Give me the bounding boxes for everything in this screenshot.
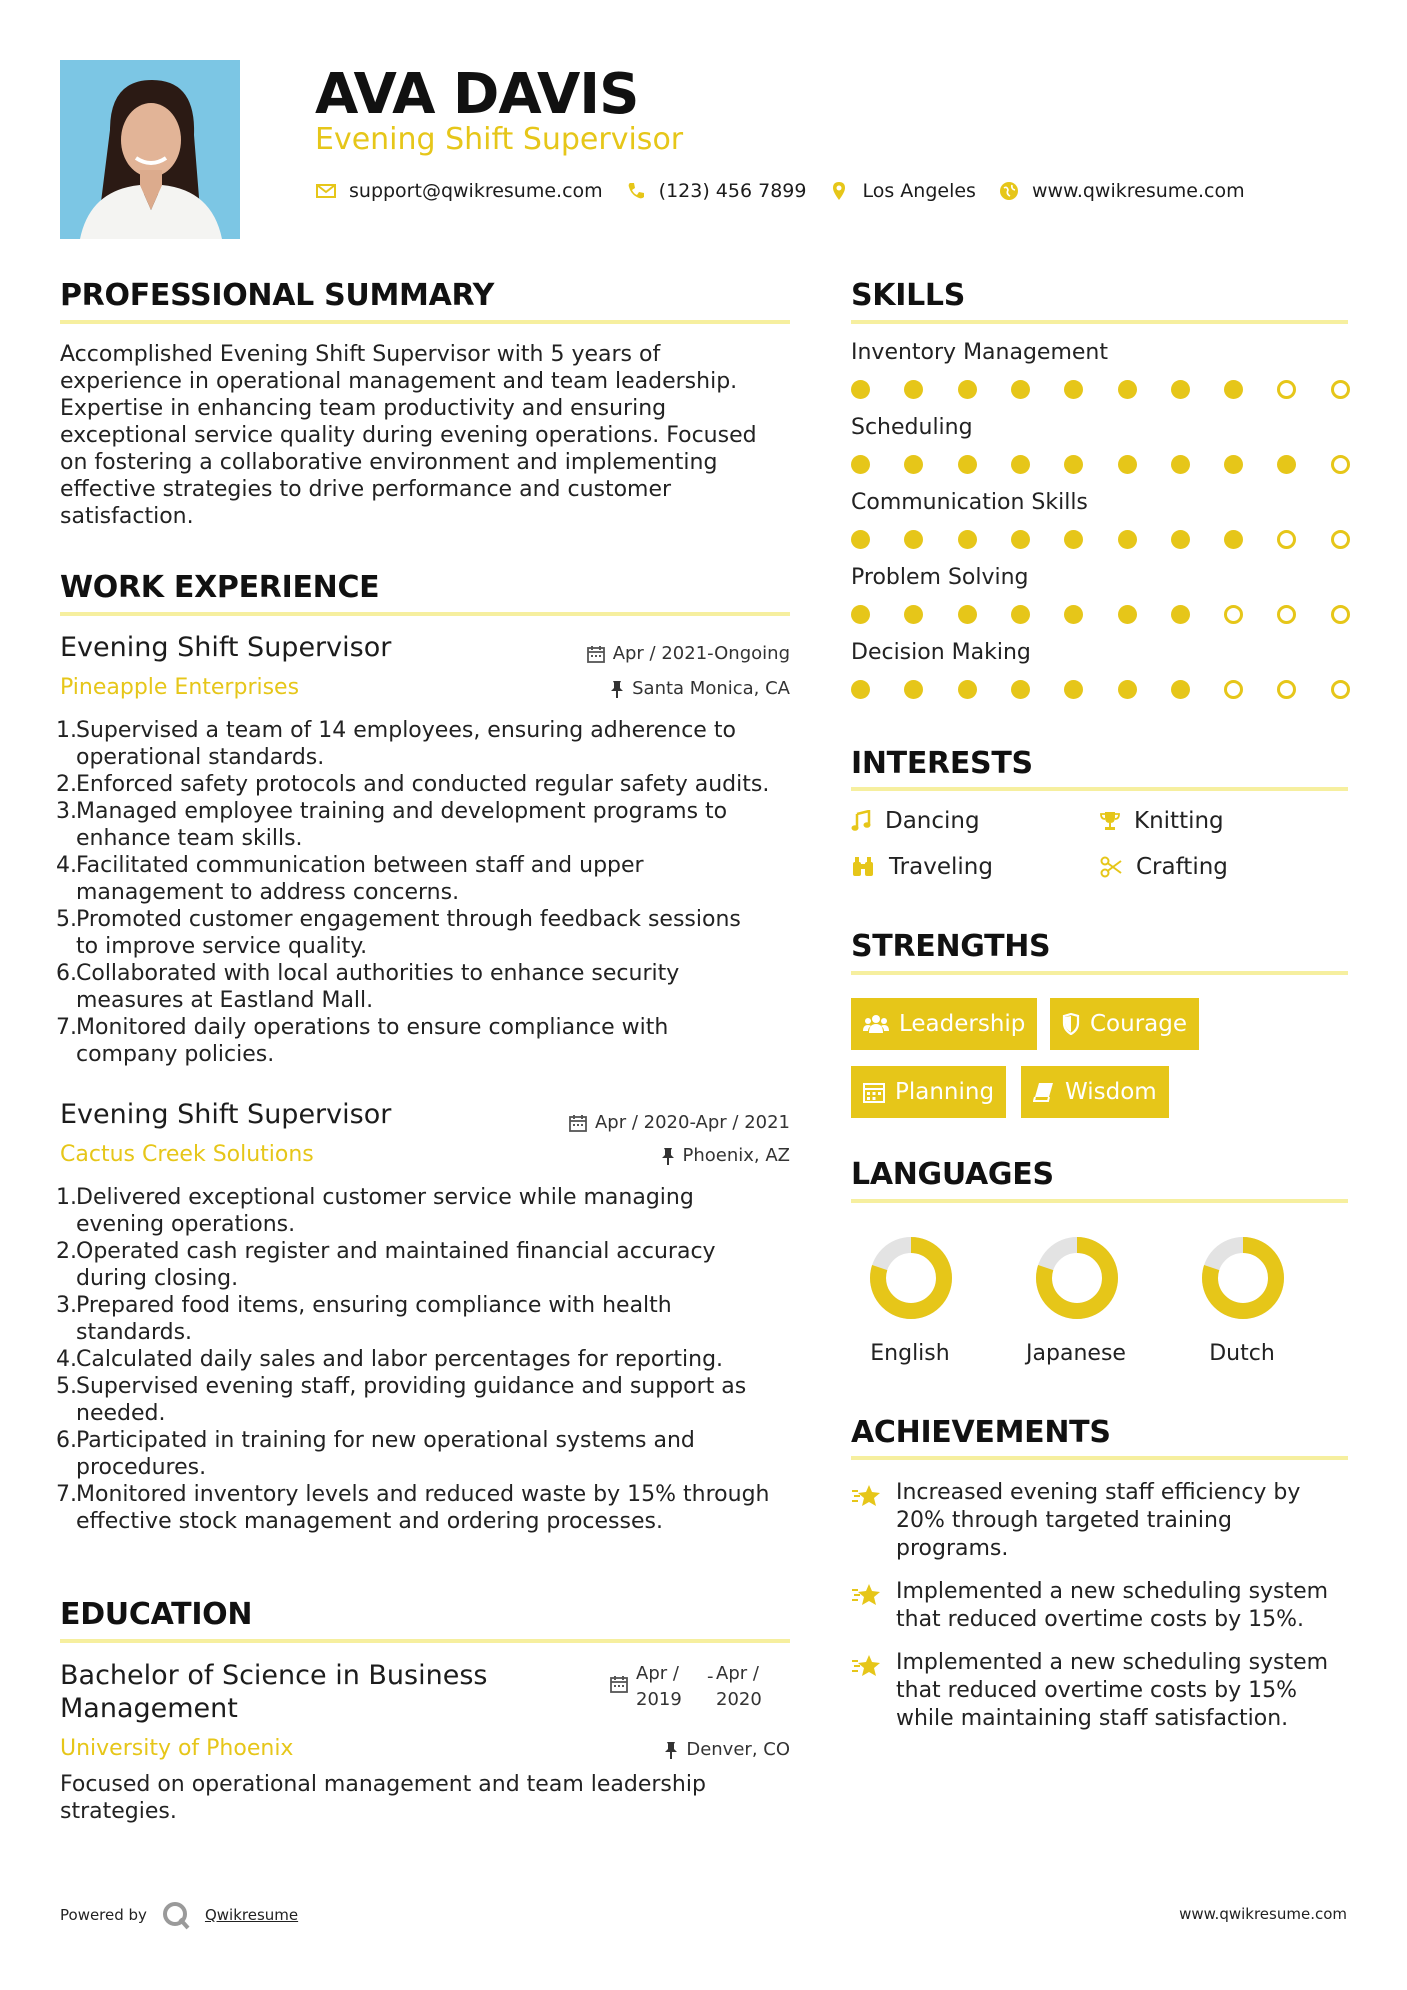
skill-name: Inventory Management	[851, 340, 1108, 365]
rating-dot-empty	[1277, 680, 1296, 699]
summary-line: Expertise in enhancing team productivity and ensuring	[60, 396, 667, 421]
contact-phone-text: (123) 456 7899	[658, 180, 807, 202]
school-name: University of Phoenix	[60, 1736, 294, 1761]
skill-rating	[851, 605, 1346, 625]
job-title: Evening Shift Supervisor	[60, 632, 392, 663]
music-note-icon	[851, 810, 871, 832]
calendar-icon	[587, 645, 605, 663]
summary-line: on fostering a collaborative environment and implementing	[60, 450, 718, 475]
rating-dot-empty	[1331, 680, 1350, 699]
contact-phone[interactable]	[625, 180, 807, 202]
map-pin-icon	[828, 180, 850, 202]
rating-dot-filled	[1118, 680, 1137, 699]
rating-dot-empty	[1277, 380, 1296, 399]
rating-dot-empty	[1331, 530, 1350, 549]
language-donut	[1210, 1245, 1276, 1311]
rating-dot-filled	[1171, 455, 1190, 474]
rating-dot-filled	[1118, 455, 1137, 474]
contact-bar	[315, 180, 1267, 202]
rating-dot-filled	[1171, 530, 1190, 549]
summary-line: effective strategies to drive performance and customer	[60, 477, 672, 502]
achievements-heading: ACHIEVEMENTS	[851, 1415, 1111, 1450]
rating-dot-empty	[1277, 530, 1296, 549]
work-rule	[60, 612, 790, 616]
rating-dot-filled	[904, 455, 923, 474]
list-item: 2. Enforced safety protocols and conducted regular safety audits.	[56, 772, 770, 797]
candidate-title: Evening Shift Supervisor	[315, 122, 684, 157]
envelope-icon	[315, 180, 337, 202]
rating-dot-filled	[1118, 530, 1137, 549]
skill-name: Problem Solving	[851, 565, 1029, 590]
job-duties	[58, 1184, 798, 1535]
interest-item: Crafting	[1100, 854, 1228, 880]
language-label: English	[870, 1341, 950, 1366]
rating-dot-filled	[851, 605, 870, 624]
rating-dot-filled	[1118, 605, 1137, 624]
rating-dot-filled	[1224, 455, 1243, 474]
rating-dot-filled	[904, 680, 923, 699]
strength-badge: Courage	[1050, 998, 1199, 1050]
rating-dot-filled	[1171, 605, 1190, 624]
job-dates-text: Apr / 2021-Ongoing	[612, 643, 790, 664]
language-donut	[1044, 1245, 1110, 1311]
language-label: Japanese	[1026, 1341, 1126, 1366]
list-item: 3. Prepared food items, ensuring compliance with health standards.	[56, 1293, 672, 1345]
shield-icon	[1062, 1013, 1080, 1035]
rating-dot-filled	[1064, 530, 1083, 549]
rating-dot-filled	[958, 530, 977, 549]
binoculars-icon	[851, 856, 875, 878]
rating-dot-filled	[1011, 605, 1030, 624]
rating-dot-filled	[904, 530, 923, 549]
calendar-icon	[569, 1114, 587, 1132]
list-item: 6. Participated in training for new operational systems and procedures.	[56, 1428, 695, 1480]
skill-rating	[851, 455, 1346, 475]
job-location	[661, 1145, 791, 1166]
skills-heading: SKILLS	[851, 278, 966, 313]
rating-dot-filled	[851, 530, 870, 549]
star-icon	[851, 1653, 881, 1679]
rating-dot-filled	[958, 605, 977, 624]
skills-rule	[851, 320, 1348, 324]
rating-dot-filled	[1011, 530, 1030, 549]
summary-rule	[60, 320, 790, 324]
education-rule	[60, 1639, 790, 1643]
calendar-icon	[610, 1675, 628, 1697]
education-description: Focused on operational management and team leadership strategies.	[60, 1772, 706, 1824]
achievement-item: Implemented a new scheduling system that reduced overtime costs by 15% while maintaining staff satisfaction.	[896, 1650, 1329, 1731]
list-item: 4. Facilitated communication between staff and upper management to address concerns.	[56, 853, 644, 905]
rating-dot-filled	[1064, 605, 1083, 624]
interest-item: Traveling	[851, 854, 993, 880]
summary-line: Accomplished Evening Shift Supervisor with 5 years of	[60, 342, 661, 367]
rating-dot-filled	[851, 455, 870, 474]
language-donuts	[851, 1230, 1348, 1340]
skill-name: Communication Skills	[851, 490, 1088, 515]
list-item: 2. Operated cash register and maintained financial accuracy during closing.	[56, 1239, 716, 1291]
rating-dot-filled	[1064, 455, 1083, 474]
rating-dot-empty	[1224, 605, 1243, 624]
skill-rating	[851, 530, 1346, 550]
strength-badge: Leadership	[851, 998, 1037, 1050]
qwikresume-logo-icon	[161, 1900, 191, 1930]
list-item: 1. Supervised a team of 14 employees, ensuring adherence to operational standards.	[56, 718, 736, 770]
list-item: 6. Collaborated with local authorities to enhance security measures at Eastland Mall.	[56, 961, 680, 1013]
rating-dot-filled	[1224, 380, 1243, 399]
contact-location	[828, 180, 975, 202]
trophy-icon	[1100, 810, 1120, 832]
list-item: 4. Calculated daily sales and labor percentages for reporting.	[56, 1347, 724, 1372]
list-item: 1. Delivered exceptional customer service while managing evening operations.	[56, 1185, 694, 1237]
phone-icon	[625, 180, 647, 202]
edu-location: Denver, CO	[664, 1739, 790, 1760]
summary-heading: PROFESSIONAL SUMMARY	[60, 278, 495, 313]
contact-email[interactable]	[315, 180, 603, 202]
rating-dot-empty	[1331, 605, 1350, 624]
scissors-icon	[1100, 856, 1122, 878]
summary-line: experience in operational management and team leadership.	[60, 369, 738, 394]
list-item: 5. Promoted customer engagement through feedback sessions to improve service quality.	[56, 907, 741, 959]
rating-dot-filled	[1011, 455, 1030, 474]
pin-icon	[661, 1147, 675, 1165]
education-heading: EDUCATION	[60, 1597, 253, 1632]
rating-dot-filled	[1277, 455, 1296, 474]
pin-icon	[610, 680, 624, 698]
job-company: Cactus Creek Solutions	[60, 1142, 314, 1167]
rating-dot-filled	[1064, 380, 1083, 399]
skill-rating	[851, 380, 1346, 400]
languages-heading: LANGUAGES	[851, 1157, 1054, 1192]
footer-powered-by: Powered by Qwikresume	[60, 1900, 298, 1930]
achievements-rule	[851, 1456, 1348, 1460]
edu-start-date: Apr / 2019	[636, 1663, 682, 1710]
rating-dot-filled	[1171, 680, 1190, 699]
job-dates	[587, 643, 790, 664]
list-item: 7. Monitored inventory levels and reduced waste by 15% through effective stock management and ordering processes.	[56, 1482, 770, 1534]
degree-title: Bachelor of Science in Business Management	[60, 1660, 488, 1724]
job-company: Pineapple Enterprises	[60, 675, 300, 700]
summary-text	[60, 341, 800, 530]
contact-website[interactable]	[998, 180, 1245, 202]
interests-rule	[851, 787, 1348, 791]
strengths-heading: STRENGTHS	[851, 929, 1051, 964]
footer-website[interactable]: www.qwikresume.com	[1179, 1905, 1347, 1923]
strengths-rule	[851, 971, 1348, 975]
qwikresume-link[interactable]: Qwikresume	[204, 1906, 299, 1924]
job-title: Evening Shift Supervisor	[60, 1099, 392, 1130]
users-icon	[863, 1013, 889, 1035]
rating-dot-filled	[851, 380, 870, 399]
star-icon	[851, 1582, 881, 1608]
rating-dot-filled	[1118, 380, 1137, 399]
rating-dot-filled	[851, 680, 870, 699]
interest-item: Knitting	[1100, 808, 1224, 834]
list-item: 7. Monitored daily operations to ensure compliance with company policies.	[56, 1015, 669, 1067]
job-dates-text: Apr / 2020-Apr / 2021	[594, 1112, 790, 1133]
strength-badge: Wisdom	[1021, 1066, 1169, 1118]
edu-end-date: Apr / 2020	[716, 1663, 762, 1710]
strength-badge: Planning	[851, 1066, 1006, 1118]
job-duties	[58, 717, 798, 1068]
contact-email-text: support@qwikresume.com	[349, 180, 603, 202]
skill-rating	[851, 680, 1346, 700]
rating-dot-filled	[1011, 680, 1030, 699]
edu-date-separator: -	[707, 1666, 714, 1687]
summary-line: exceptional service quality during evening operations. Focused	[60, 423, 757, 448]
candidate-name: AVA DAVIS	[315, 62, 639, 127]
rating-dot-empty	[1331, 380, 1350, 399]
list-item: 3. Managed employee training and development programs to enhance team skills.	[56, 799, 728, 851]
languages-rule	[851, 1199, 1348, 1203]
skill-name: Decision Making	[851, 640, 1031, 665]
language-donut	[878, 1245, 944, 1311]
rating-dot-filled	[958, 455, 977, 474]
rating-dot-filled	[1171, 380, 1190, 399]
calendar-icon	[863, 1081, 885, 1103]
rating-dot-filled	[1064, 680, 1083, 699]
summary-line: satisfaction.	[60, 504, 194, 529]
rating-dot-empty	[1277, 605, 1296, 624]
rating-dot-filled	[1011, 380, 1030, 399]
profile-photo	[60, 60, 240, 239]
achievement-item: Implemented a new scheduling system that reduced overtime costs by 15%.	[896, 1579, 1329, 1632]
rating-dot-filled	[1224, 530, 1243, 549]
language-label: Dutch	[1209, 1341, 1275, 1366]
job-location-text: Phoenix, AZ	[682, 1145, 790, 1166]
pin-icon	[664, 1741, 678, 1759]
interest-item: Dancing	[851, 808, 980, 834]
job-location	[610, 678, 790, 699]
achievement-item: Increased evening staff efficiency by 20% through targeted training programs.	[896, 1480, 1301, 1561]
rating-dot-filled	[958, 680, 977, 699]
contact-website-text: www.qwikresume.com	[1031, 180, 1245, 202]
list-item: 5. Supervised evening staff, providing guidance and support as needed.	[56, 1374, 747, 1426]
skill-name: Scheduling	[851, 415, 973, 440]
job-location-text: Santa Monica, CA	[632, 678, 790, 699]
rating-dot-filled	[958, 380, 977, 399]
work-heading: WORK EXPERIENCE	[60, 570, 380, 605]
job-dates	[569, 1112, 790, 1133]
contact-location-text: Los Angeles	[862, 180, 976, 202]
interests-heading: INTERESTS	[851, 746, 1033, 781]
globe-icon	[998, 180, 1020, 202]
star-icon	[851, 1483, 881, 1509]
rating-dot-empty	[1224, 680, 1243, 699]
rating-dot-empty	[1331, 455, 1350, 474]
book-icon	[1033, 1081, 1055, 1103]
rating-dot-filled	[904, 605, 923, 624]
rating-dot-filled	[904, 380, 923, 399]
